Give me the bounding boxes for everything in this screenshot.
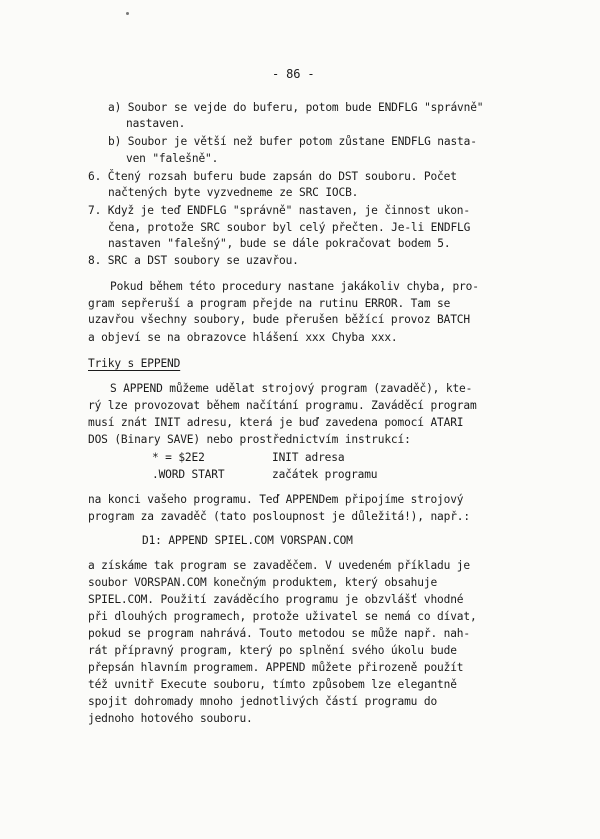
list-item-b-line-1: b) Soubor je větší než bufer potom zůstane ENDFLG nasta- xyxy=(108,135,477,148)
final-paragraph-line-4: při dlouhých programech, protože uživatel se nemá co dívat, xyxy=(88,610,477,623)
append-paragraph-line-1: S APPEND můžeme udělat strojový program (zavaděč), kte- xyxy=(110,382,473,395)
paper-speck xyxy=(126,12,129,15)
list-item-b-line-2: ven "falešně". xyxy=(126,152,219,165)
error-paragraph-line-1: Pokud během této procedury nastane jakákoliv chyba, pro- xyxy=(110,280,479,293)
final-paragraph-line-5: pokud se program nahrává. Touto metodou se může např. nah- xyxy=(88,627,470,640)
list-item-a-line-1: a) Soubor se vejde do buferu, potom bude ENDFLG "správně" xyxy=(108,101,484,114)
final-paragraph-line-3: SPIEL.COM. Použití zaváděcího programu je obzvlášť vhodné xyxy=(88,593,464,606)
code-line-2-instruction: .WORD START xyxy=(152,468,225,481)
after-code-line-2: program za zavaděč (tato posloupnost je důležitá!), např.: xyxy=(88,510,470,523)
step-7-line-2: čena, protože SRC soubor byl celý přečten. Je-li ENDFLG xyxy=(108,221,471,234)
final-paragraph-line-7: přepsán hlavním programem. APPEND můžete přirozeně použít xyxy=(88,661,464,674)
error-paragraph-line-3: uzavřou všechny soubory, bude přerušen běžící provoz BATCH xyxy=(88,313,470,326)
code-line-1-instruction: * = $2E2 xyxy=(152,451,205,464)
append-paragraph-line-4: DOS (Binary SAVE) nebo prostřednictvím instrukcí: xyxy=(88,433,411,446)
final-paragraph-line-10: jednoho hotového souboru. xyxy=(88,712,253,725)
section-heading: Triky s EPPEND xyxy=(88,357,181,370)
append-paragraph-line-2: rý lze provozovat během načítání programu. Zaváděcí program xyxy=(88,399,477,412)
page-number: - 86 - xyxy=(272,67,315,81)
after-code-line-1: na konci vašeho programu. Teď APPENDem připojíme strojový xyxy=(88,493,464,506)
step-6-line-2: načtených byte vyzvedneme ze SRC IOCB. xyxy=(108,186,359,199)
final-paragraph-line-6: rát přípravný program, který po splnění svého úkolu bude xyxy=(88,644,457,657)
append-paragraph-line-3: musí znát INIT adresu, která je buď zavedena pomocí ATARI xyxy=(88,416,464,429)
code-line-2-comment: začátek programu xyxy=(272,468,378,481)
step-7-line-1: 7. Když je teď ENDFLG "správně" nastaven, je činnost ukon- xyxy=(88,204,470,217)
code-line-1-comment: INIT adresa xyxy=(272,451,345,464)
error-paragraph-line-4: a objeví se na obrazovce hlášení xxx Chyba xxx. xyxy=(88,331,398,344)
final-paragraph-line-1: a získáme tak program se zavaděčem. V uvedeném příkladu je xyxy=(88,559,470,572)
append-command: D1: APPEND SPIEL.COM VORSPAN.COM xyxy=(142,534,353,547)
step-6-line-1: 6. Čtený rozsah buferu bude zapsán do DST souboru. Počet xyxy=(88,170,457,183)
final-paragraph-line-8: též uvnitř Execute souboru, tímto způsobem lze elegantně xyxy=(88,678,457,691)
error-paragraph-line-2: gram sepřeruší a program přejde na rutinu ERROR. Tam se xyxy=(88,297,451,310)
step-8-line-1: 8. SRC a DST soubory se uzavřou. xyxy=(88,254,299,267)
final-paragraph-line-9: spojit dohromady mnoho jednotlivých částí programu do xyxy=(88,695,438,708)
step-7-line-3: nastaven "falešný", bude se dále pokračovat bodem 5. xyxy=(108,237,451,250)
list-item-a-line-2: nastaven. xyxy=(126,117,186,130)
final-paragraph-line-2: soubor VORSPAN.COM konečným produktem, který obsahuje xyxy=(88,576,438,589)
